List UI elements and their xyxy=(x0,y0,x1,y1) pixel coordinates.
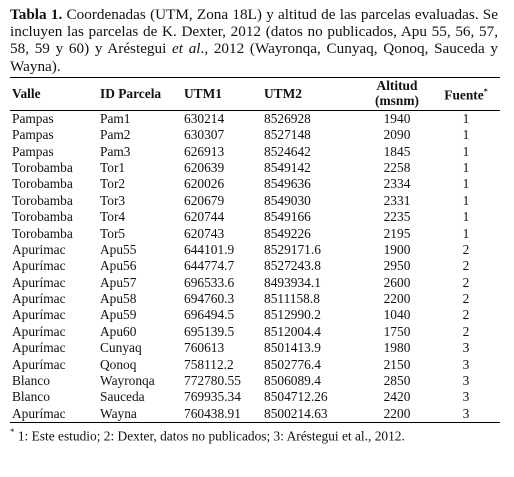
cell-id-parcela: Pam1 xyxy=(100,110,131,126)
table-row xyxy=(10,406,500,423)
cell-fuente: 2 xyxy=(462,274,470,290)
cell-altitud: 2420 xyxy=(383,389,411,405)
cell-valle: Blanco xyxy=(12,373,50,389)
cell-utm1: 695139.5 xyxy=(184,323,235,339)
cell-altitud: 2235 xyxy=(383,209,411,225)
cell-id-parcela: Apu59 xyxy=(100,307,137,323)
cell-id-parcela: Cunyaq xyxy=(100,340,142,356)
cell-id-parcela: Tor1 xyxy=(100,159,126,175)
cell-id-parcela: Pam3 xyxy=(100,143,131,159)
cell-valle: Torobamba xyxy=(12,176,73,192)
cell-utm1: 772780.55 xyxy=(184,373,241,389)
table-row xyxy=(10,357,500,373)
cell-valle: Pampas xyxy=(12,110,54,126)
cell-valle: Pampas xyxy=(12,143,54,159)
cell-fuente: 1 xyxy=(462,159,470,175)
cell-utm2: 8512004.4 xyxy=(264,323,321,339)
cell-altitud: 2200 xyxy=(383,291,411,307)
cell-id-parcela: Apu57 xyxy=(100,274,137,290)
cell-altitud: 1845 xyxy=(383,143,411,159)
cell-fuente: 2 xyxy=(462,323,470,339)
cell-fuente: 2 xyxy=(462,291,470,307)
caption-text-after: ., 2012 (Wayronqa, Cunyaq, Qonoq, Sauceda y Wayna). xyxy=(10,40,498,75)
cell-utm1: 620744 xyxy=(184,209,225,225)
cell-fuente: 1 xyxy=(462,225,470,241)
cell-utm2: 8549030 xyxy=(264,192,311,208)
table-row xyxy=(10,389,500,405)
cell-utm2: 8506089.4 xyxy=(264,373,321,389)
cell-utm2: 8500214.63 xyxy=(262,406,362,423)
cell-valle: Apurímac xyxy=(12,340,66,356)
table-row xyxy=(10,144,500,160)
cell-utm1: 696494.5 xyxy=(184,307,235,323)
cell-altitud: 2334 xyxy=(383,176,411,192)
cell-altitud: 1980 xyxy=(383,340,411,356)
header-id-parcela: ID Parcela xyxy=(100,85,162,101)
table-row xyxy=(10,307,500,323)
cell-id-parcela: Qonoq xyxy=(100,356,137,372)
header-valle: Valle xyxy=(12,85,41,101)
cell-utm2: 8504712.26 xyxy=(264,389,328,405)
cell-altitud: 1750 xyxy=(383,323,411,339)
cell-utm1: 620026 xyxy=(184,176,225,192)
table-row xyxy=(10,373,500,389)
cell-valle: Torobamba xyxy=(12,192,73,208)
cell-utm1: 626913 xyxy=(184,143,225,159)
cell-fuente: 1 xyxy=(462,127,470,143)
table-row xyxy=(10,275,500,291)
footnote-text: 1: Este estudio; 2: Dexter, datos no publicados; 3: Aréstegui et al., 2012. xyxy=(14,428,405,444)
caption-et-al: et al xyxy=(172,40,201,58)
cell-fuente: 1 xyxy=(462,192,470,208)
cell-fuente: 2 xyxy=(462,307,470,323)
cell-altitud: 2150 xyxy=(383,356,411,372)
cell-altitud: 2195 xyxy=(383,225,411,241)
cell-valle: Torobamba xyxy=(12,225,73,241)
cell-utm1: 630307 xyxy=(184,127,225,143)
cell-utm1: 694760.3 xyxy=(184,291,235,307)
header-altitud: Altitud (msnm) xyxy=(375,78,419,108)
table-header xyxy=(10,77,500,110)
footnote-mark: * xyxy=(10,427,15,438)
cell-utm1: 630214 xyxy=(184,110,225,126)
data-table xyxy=(10,77,500,423)
table-row xyxy=(10,209,500,225)
cell-valle: Torobamba xyxy=(12,159,73,175)
cell-fuente: 1 xyxy=(462,209,470,225)
cell-valle: Apurimac xyxy=(12,241,66,257)
cell-altitud: 2950 xyxy=(383,258,411,274)
cell-valle: Apurímac xyxy=(12,356,66,372)
cell-valle: Blanco xyxy=(12,389,50,405)
header-fuente xyxy=(432,77,500,110)
cell-fuente: 1 xyxy=(462,143,470,159)
table-body xyxy=(10,110,500,422)
cell-id-parcela: Tor2 xyxy=(100,176,126,192)
cell-id-parcela: Tor5 xyxy=(100,225,126,241)
cell-utm1: 758112.2 xyxy=(184,356,234,372)
header-utm2: UTM2 xyxy=(264,85,302,101)
cell-utm2: 8549166 xyxy=(264,209,311,225)
cell-id-parcela: Apu55 xyxy=(100,241,137,257)
cell-valle: Apurímac xyxy=(12,291,66,307)
header-fuente-mark: * xyxy=(483,86,488,96)
cell-altitud: 2200 xyxy=(362,406,432,423)
cell-id-parcela: Tor4 xyxy=(100,209,126,225)
table-row xyxy=(10,340,500,356)
cell-valle: Apurímac xyxy=(10,406,94,423)
cell-valle: Torobamba xyxy=(12,209,73,225)
table-row xyxy=(10,324,500,340)
cell-utm1: 760438.91 xyxy=(174,406,262,423)
cell-utm2: 8502776.4 xyxy=(264,356,321,372)
cell-altitud: 1900 xyxy=(383,241,411,257)
cell-utm1: 620639 xyxy=(184,159,225,175)
cell-id-parcela: Sauceda xyxy=(100,389,145,405)
cell-valle: Apurímac xyxy=(12,307,66,323)
cell-fuente: 2 xyxy=(462,241,470,257)
cell-id-parcela: Apu56 xyxy=(100,258,137,274)
cell-fuente: 3 xyxy=(462,389,470,405)
cell-utm2: 8549226 xyxy=(264,225,311,241)
cell-utm2: 8549636 xyxy=(264,176,311,192)
cell-altitud: 2090 xyxy=(383,127,411,143)
cell-utm2: 8527243.8 xyxy=(264,258,321,274)
table-row xyxy=(10,176,500,192)
cell-utm2: 8493934.1 xyxy=(264,274,321,290)
cell-altitud: 1040 xyxy=(383,307,411,323)
cell-utm1: 620679 xyxy=(184,192,225,208)
cell-id-parcela: Pam2 xyxy=(100,127,131,143)
cell-utm2: 8529171.6 xyxy=(264,241,321,257)
cell-valle: Apurímac xyxy=(12,258,66,274)
caption-label: Tabla 1. xyxy=(10,6,63,23)
cell-utm2: 8511158.8 xyxy=(264,291,320,307)
cell-fuente: 3 xyxy=(462,340,470,356)
cell-utm1: 760613 xyxy=(184,340,225,356)
cell-fuente: 2 xyxy=(462,258,470,274)
table-row xyxy=(10,193,500,209)
cell-valle: Apurímac xyxy=(12,274,66,290)
cell-altitud: 2850 xyxy=(383,373,411,389)
cell-utm2: 8527148 xyxy=(264,127,311,143)
cell-valle: Pampas xyxy=(12,127,54,143)
cell-altitud: 1940 xyxy=(383,110,411,126)
cell-valle: Apurímac xyxy=(12,323,66,339)
cell-fuente: 3 xyxy=(462,356,470,372)
table-row xyxy=(10,258,500,274)
header-utm1: UTM1 xyxy=(184,85,222,101)
table-row xyxy=(10,110,500,127)
table-row xyxy=(10,160,500,176)
cell-altitud: 2258 xyxy=(383,159,411,175)
cell-id-parcela: Tor3 xyxy=(100,192,126,208)
caption-text-before: Coordenadas (UTM, Zona 18L) y altitud de las parcelas evaluadas. Se incluyen las parcelas de K. Dexter, 2012 (datos no publicados, Apu 55, 56, 57, 58, 59 y 60) y Aréstegui xyxy=(10,6,498,58)
cell-altitud: 2600 xyxy=(383,274,411,290)
cell-altitud: 2331 xyxy=(383,192,411,208)
cell-utm2: 8512990.2 xyxy=(264,307,321,323)
table-row xyxy=(10,291,500,307)
cell-utm1: 696533.6 xyxy=(184,274,235,290)
cell-utm2: 8526928 xyxy=(264,110,311,126)
table-row xyxy=(10,225,500,241)
cell-utm1: 769935.34 xyxy=(184,389,241,405)
cell-id-parcela: Wayronqa xyxy=(100,373,155,389)
table-caption xyxy=(10,6,504,75)
table-row xyxy=(10,127,500,143)
cell-utm2: 8524642 xyxy=(264,143,311,159)
cell-fuente: 3 xyxy=(462,373,470,389)
cell-utm1: 620743 xyxy=(184,225,225,241)
cell-id-parcela: Wayna xyxy=(94,406,174,423)
cell-id-parcela: Apu60 xyxy=(100,323,137,339)
header-fuente-label: Fuente xyxy=(444,87,484,103)
cell-id-parcela: Apu58 xyxy=(100,291,137,307)
cell-utm2: 8501413.9 xyxy=(264,340,321,356)
cell-utm2: 8549142 xyxy=(264,159,311,175)
cell-fuente: 1 xyxy=(462,176,470,192)
cell-fuente: 3 xyxy=(432,406,500,423)
table-footnote xyxy=(10,425,504,443)
cell-utm1: 644774.7 xyxy=(184,258,235,274)
table-row xyxy=(10,242,500,258)
cell-fuente: 1 xyxy=(462,110,470,126)
cell-utm1: 644101.9 xyxy=(184,241,235,257)
